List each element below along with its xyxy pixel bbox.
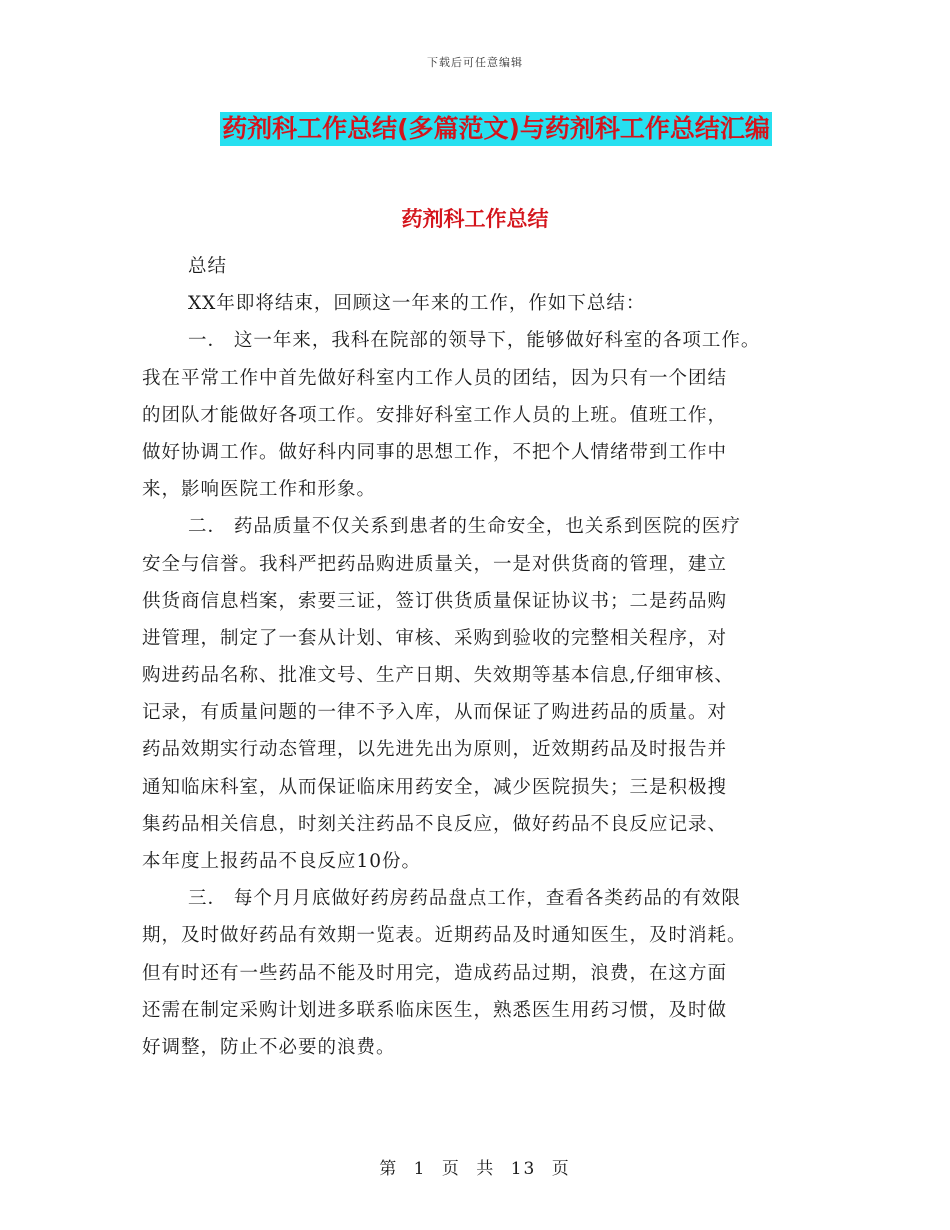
text-line: 安全与信誉。我科严把药品购进质量关，一是对供货商的管理，建立 <box>142 553 728 575</box>
text-line: 二． 药品质量不仅关系到患者的生命安全，也关系到医院的医疗 <box>188 516 741 538</box>
text-line: 供货商信息档案，索要三证，签订供货质量保证协议书；二是药品购 <box>142 590 728 612</box>
text-line: 好调整，防止不必要的浪费。 <box>142 1036 396 1058</box>
text-line: 一． 这一年来，我科在院部的领导下，能够做好科室的各项工作。 <box>188 330 761 352</box>
section-title: 药剂科工作总结 <box>401 207 549 231</box>
header-note: 下载后可任意编辑 <box>427 56 523 69</box>
document-body <box>142 248 822 1066</box>
text-line: 总结 <box>188 256 228 277</box>
footer-total-label: 共 <box>476 1159 496 1179</box>
text-line: 还需在制定采购计划进多联系临床医生，熟悉医生用药习惯，及时做 <box>142 999 728 1021</box>
text-line: 进管理，制定了一套从计划、审核、采购到验收的完整相关程序，对 <box>142 627 728 649</box>
text-line: 我在平常工作中首先做好科室内工作人员的团结，因为只有一个团结 <box>142 367 728 389</box>
text-line: 来，影响医院工作和形象。 <box>142 479 377 501</box>
footer-page-unit: 页 <box>441 1159 461 1179</box>
text-line: 通知临床科室，从而保证临床用药安全，减少医院损失；三是积极搜 <box>142 776 728 798</box>
text-line: 期，及时做好药品有效期一览表。近期药品及时通知医生，及时消耗。 <box>142 925 747 947</box>
main-title-container <box>0 112 950 146</box>
document-title: 药剂科工作总结(多篇范文)与药剂科工作总结汇编 <box>220 112 772 146</box>
text-line: 本年度上报药品不良反应10份。 <box>142 851 422 872</box>
text-line: 购进药品名称、批准文号、生产日期、失效期等基本信息,仔细审核、 <box>142 665 734 687</box>
text-line: 记录，有质量问题的一律不予入库，从而保证了购进药品的质量。对 <box>142 702 728 724</box>
page-footer <box>0 1154 950 1179</box>
text-line: 三． 每个月月底做好药房药品盘点工作，查看各类药品的有效限 <box>188 888 741 910</box>
text-line: 但有时还有一些药品不能及时用完，造成药品过期，浪费，在这方面 <box>142 962 728 984</box>
text-line: 做好协调工作。做好科内同事的思想工作，不把个人情绪带到工作中 <box>142 441 728 463</box>
text-line: 的团队才能做好各项工作。安排好科室工作人员的上班。值班工作， <box>142 404 728 426</box>
text-line: XX年即将结束，回顾这一年来的工作，作如下总结： <box>188 293 646 315</box>
footer-total-unit: 页 <box>551 1159 571 1179</box>
text-line: 集药品相关信息，时刻关注药品不良反应，做好药品不良反应记录、 <box>142 813 728 835</box>
footer-page-label: 第 <box>379 1159 399 1179</box>
footer-total-pages: 13 <box>510 1159 537 1179</box>
footer-current-page: 1 <box>413 1159 427 1179</box>
text-line: 药品效期实行动态管理，以先进先出为原则，近效期药品及时报告并 <box>142 739 728 761</box>
